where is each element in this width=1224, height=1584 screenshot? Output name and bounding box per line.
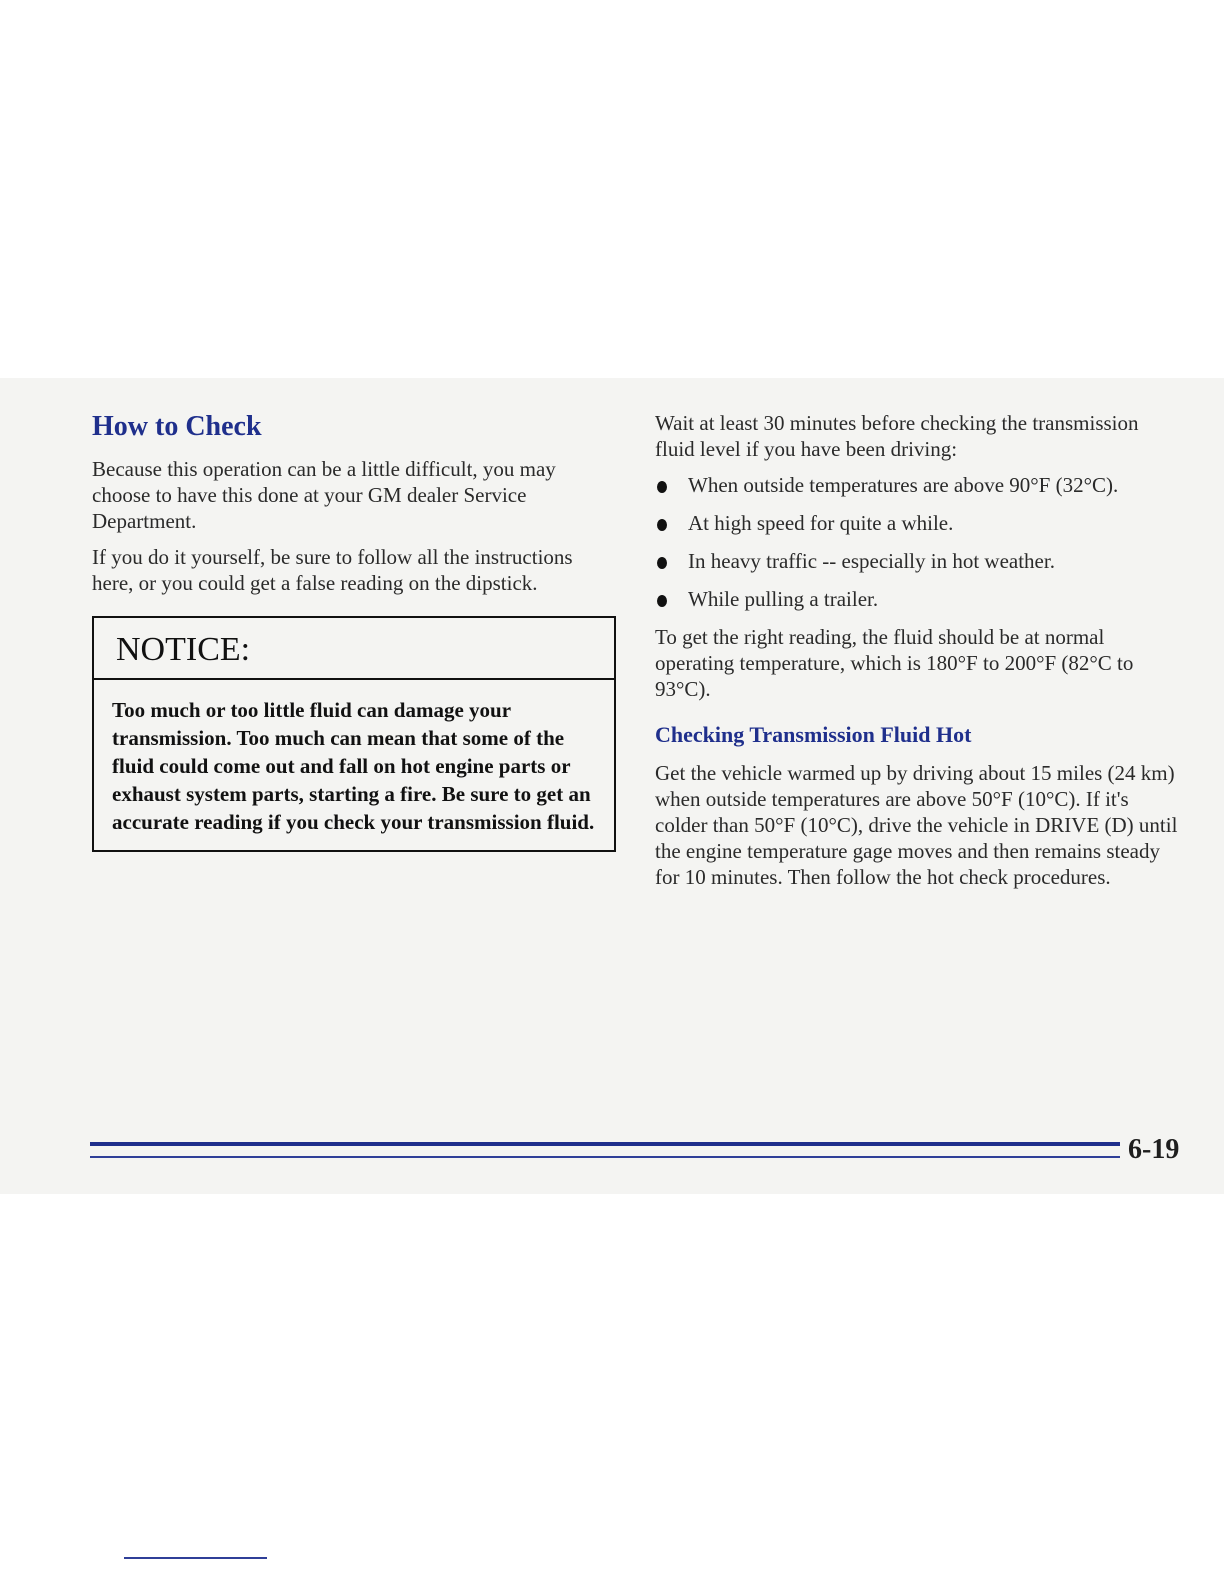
- wait-paragraph: Wait at least 30 minutes before checking the transmission fluid level if you have been driving:: [655, 411, 1139, 461]
- page-number: 6-19: [1128, 1134, 1180, 1165]
- footer-rule-thin: [90, 1156, 1120, 1158]
- bullet-icon: [657, 557, 667, 569]
- right-column: [655, 410, 1183, 900]
- list-item: [655, 510, 1183, 536]
- list-item-text: In heavy traffic -- especially in hot weather.: [688, 549, 1055, 573]
- hot-check-paragraph: Get the vehicle warmed up by driving about 15 miles (24 km) when outside temperatures are above 50°F (10°C). If it's colder than 50°F (10°C), drive the vehicle in DRIVE (D) until the engine temperature gage moves and then remains steady for 10 minutes. Then follow the hot check procedures.: [655, 761, 1178, 889]
- list-item-text: While pulling a trailer.: [688, 587, 879, 611]
- list-item-text: When outside temperatures are above 90°F (32°C).: [688, 473, 1119, 497]
- list-item: [655, 586, 1183, 612]
- left-column: [92, 408, 612, 852]
- instructions-paragraph: If you do it yourself, be sure to follow all the instructions here, or you could get a false reading on the dipstick.: [92, 545, 573, 595]
- section-heading: How to Check: [92, 411, 262, 442]
- list-item-text: At high speed for quite a while.: [688, 511, 954, 535]
- conditions-list: [655, 472, 1183, 612]
- intro-paragraph: Because this operation can be a little difficult, you may choose to have this done at your GM dealer Service Department.: [92, 457, 556, 533]
- list-item: [655, 548, 1183, 574]
- footer-mark: [124, 1557, 267, 1559]
- footer-rule: [90, 1142, 1120, 1162]
- bullet-icon: [657, 595, 667, 607]
- notice-title: NOTICE:: [94, 618, 614, 680]
- footer-rule-thick: [90, 1142, 1120, 1146]
- notice-text: Too much or too little fluid can damage your transmission. Too much can mean that some of the fluid could come out and fall on hot engine parts or exhaust system parts, starting a fire. Be sure to get an accurate reading if you check your transmission fluid.: [112, 698, 595, 834]
- bullet-icon: [657, 519, 667, 531]
- list-item: [655, 472, 1183, 498]
- bullet-icon: [657, 481, 667, 493]
- notice-box: [92, 616, 616, 852]
- subsection-heading: Checking Transmission Fluid Hot: [655, 722, 972, 747]
- reading-paragraph: To get the right reading, the fluid should be at normal operating temperature, which is 180°F to 200°F (82°C to 93°C).: [655, 625, 1134, 701]
